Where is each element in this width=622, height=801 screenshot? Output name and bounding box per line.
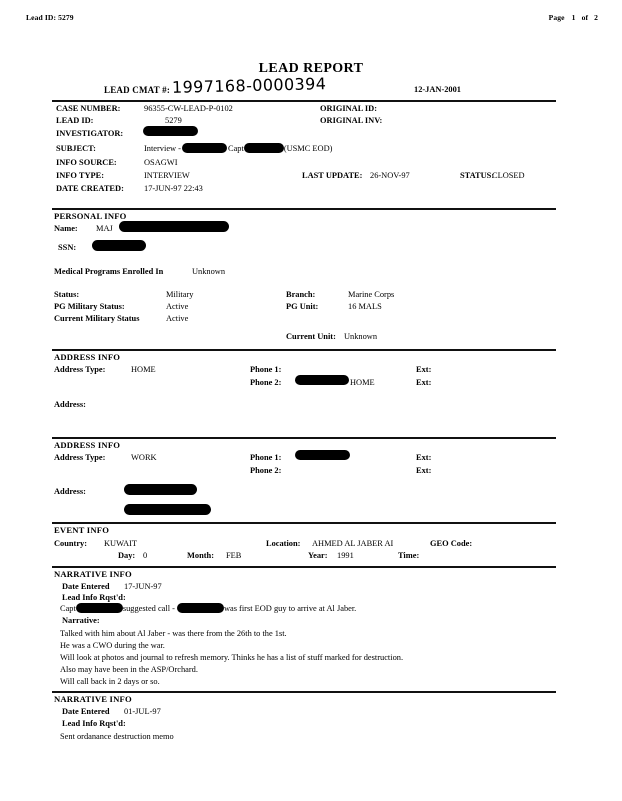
name-label: Name:	[54, 224, 78, 233]
page-title: LEAD REPORT	[258, 61, 364, 76]
date-created-value: 17-JUN-97 22:43	[144, 184, 203, 193]
current-military-status-label: Current Military Status	[54, 314, 140, 323]
last-update-value: 26-NOV-97	[370, 171, 410, 180]
phone1-label-home: Phone 1:	[250, 365, 282, 374]
narrative-2-date-entered-value: 01-JUL-97	[124, 707, 161, 716]
lead-info-prefix: Capt	[60, 604, 76, 613]
phone2-suffix-home: HOME	[350, 378, 375, 387]
subject-mid: Capt	[227, 144, 244, 153]
narrative-1-title: NARRATIVE INFO	[54, 569, 132, 579]
location-label: Location:	[266, 539, 301, 548]
narrative-1-line-1: Talked with him about Al Jaber - was there from the 26th to the 1st.	[60, 629, 287, 638]
divider-address-home	[52, 349, 556, 351]
year-value: 1991	[337, 551, 354, 560]
status-value-personal: Military	[166, 290, 194, 299]
redaction-phone2-home	[295, 375, 349, 385]
month-value: FEB	[226, 551, 242, 560]
narrative-1-line-5: Will call back in 2 days or so.	[60, 677, 160, 686]
status-label: STATUS:	[460, 171, 495, 180]
narrative-1-line-2: He was a CWO during the war.	[60, 641, 165, 650]
subject-label: SUBJECT:	[56, 144, 96, 153]
phone1-ext-label-home: Ext:	[416, 365, 432, 374]
redaction-narrative-capt	[76, 603, 123, 613]
phone2-ext-label-home: Ext:	[416, 378, 432, 387]
cmat-label: LEAD CMAT #:	[104, 85, 171, 95]
address-type-label-home: Address Type:	[54, 365, 106, 374]
narrative-1-date-entered-value: 17-JUN-97	[124, 582, 162, 591]
year-label: Year:	[308, 551, 328, 560]
investigator-label: INVESTIGATOR:	[56, 129, 124, 138]
pg-military-status-label: PG Military Status:	[54, 302, 125, 311]
status-value: CLOSED	[492, 171, 525, 180]
lead-id-label: LEAD ID:	[56, 116, 94, 125]
cmat-handwritten-number: 1997168-0000394	[171, 74, 327, 97]
lead-info-mid: suggested call -	[122, 604, 175, 613]
redaction-address-work-line1	[124, 484, 197, 495]
redaction-phone1-work	[295, 450, 350, 460]
divider-personal-info	[52, 208, 556, 210]
cmat-row	[0, 74, 622, 99]
original-id-label: ORIGINAL ID:	[320, 104, 378, 113]
narrative-2-title: NARRATIVE INFO	[54, 694, 132, 704]
medical-programs-value: Unknown	[192, 267, 226, 276]
subject-suffix: (USMC EOD)	[283, 144, 333, 153]
narrative-2-lead-info-label: Lead Info Rqst'd:	[62, 719, 126, 728]
day-label: Day:	[118, 551, 136, 560]
name-rank: MAJ	[96, 224, 113, 233]
case-number-label: CASE NUMBER:	[56, 104, 121, 113]
redaction-subject-1	[182, 143, 227, 153]
phone2-label-work: Phone 2:	[250, 466, 282, 475]
narrative-1-date-entered-label: Date Entered	[62, 582, 110, 591]
current-unit-label: Current Unit:	[286, 332, 336, 341]
date-created-label: DATE CREATED:	[56, 184, 124, 193]
divider-address-work	[52, 437, 556, 439]
personal-info-title: PERSONAL INFO	[54, 211, 127, 221]
header-lead-id: Lead ID: 5279	[26, 13, 74, 22]
redaction-investigator	[143, 126, 198, 136]
pg-military-status-value: Active	[166, 302, 189, 311]
narrative-2-date-entered-label: Date Entered	[62, 707, 110, 716]
phone1-ext-label-work: Ext:	[416, 453, 432, 462]
location-value: AHMED AL JABER AI	[312, 539, 394, 548]
page-of-word: of	[581, 13, 589, 22]
info-source-value: OSAGWI	[144, 158, 178, 167]
lead-id-value: 5279	[165, 116, 182, 125]
redaction-name	[119, 221, 229, 232]
original-inv-label: ORIGINAL INV:	[320, 116, 383, 125]
phone1-label-work: Phone 1:	[250, 453, 282, 462]
page-current: 1	[571, 13, 576, 22]
narrative-1-lead-info-label: Lead Info Rqst'd:	[62, 593, 126, 602]
address-type-value-work: WORK	[131, 453, 157, 462]
page-word: Page	[548, 13, 565, 22]
narrative-2-line-1: Sent ordanance destruction memo	[60, 732, 174, 741]
month-label: Month:	[187, 551, 214, 560]
page-total: 2	[594, 13, 598, 22]
redaction-narrative-name	[177, 603, 224, 613]
narrative-1-line-4: Also may have been in the ASP/Orchard.	[60, 665, 198, 674]
lead-info-suffix: was first EOD guy to arrive at Al Jaber.	[223, 604, 357, 613]
address-type-label-work: Address Type:	[54, 453, 106, 462]
narrative-1-lead-info-text	[60, 603, 356, 614]
country-value: KUWAIT	[104, 539, 138, 548]
branch-value: Marine Corps	[348, 290, 395, 299]
address-work-title: ADDRESS INFO	[54, 440, 121, 450]
info-type-value: INTERVIEW	[144, 171, 190, 180]
redaction-subject-2	[244, 143, 284, 153]
narrative-1-narrative-label: Narrative:	[62, 616, 100, 625]
redaction-ssn	[92, 240, 146, 251]
address-label-work: Address:	[54, 487, 86, 496]
subject-prefix: Interview -	[144, 144, 181, 153]
pg-unit-label: PG Unit:	[286, 302, 319, 311]
current-unit-value: Unknown	[344, 332, 378, 341]
geo-code-label: GEO Code:	[430, 539, 473, 548]
status-label-personal: Status:	[54, 290, 80, 299]
cmat-date: 12-JAN-2001	[414, 85, 461, 94]
subject-value	[144, 143, 332, 154]
info-type-label: INFO TYPE:	[56, 171, 105, 180]
header-page-number	[549, 13, 598, 22]
current-military-status-value: Active	[166, 314, 189, 323]
divider-event-info	[52, 522, 556, 524]
case-number-value: 96355-CW-LEAD-P-0102	[144, 104, 233, 113]
country-label: Country:	[54, 539, 88, 548]
address-type-value-home: HOME	[131, 365, 156, 374]
narrative-1-line-3: Will look at photos and journal to refresh memory. Thinks he has a list of stuff marked for destruction.	[60, 653, 404, 662]
divider-narrative-1	[52, 566, 556, 568]
address-home-title: ADDRESS INFO	[54, 352, 121, 362]
info-source-label: INFO SOURCE:	[56, 158, 117, 167]
ssn-label: SSN:	[58, 243, 77, 252]
pg-unit-value: 16 MALS	[348, 302, 382, 311]
medical-programs-label: Medical Programs Enrolled In	[54, 267, 164, 276]
day-value: 0	[143, 551, 148, 560]
divider-top	[52, 100, 556, 102]
event-info-title: EVENT INFO	[54, 525, 110, 535]
phone2-label-home: Phone 2:	[250, 378, 282, 387]
divider-narrative-2	[52, 691, 556, 693]
redaction-address-work-line2	[124, 504, 211, 515]
address-label-home: Address:	[54, 400, 86, 409]
last-update-label: LAST UPDATE:	[302, 171, 363, 180]
phone2-ext-label-work: Ext:	[416, 466, 432, 475]
branch-label: Branch:	[286, 290, 316, 299]
time-label: Time:	[398, 551, 420, 560]
